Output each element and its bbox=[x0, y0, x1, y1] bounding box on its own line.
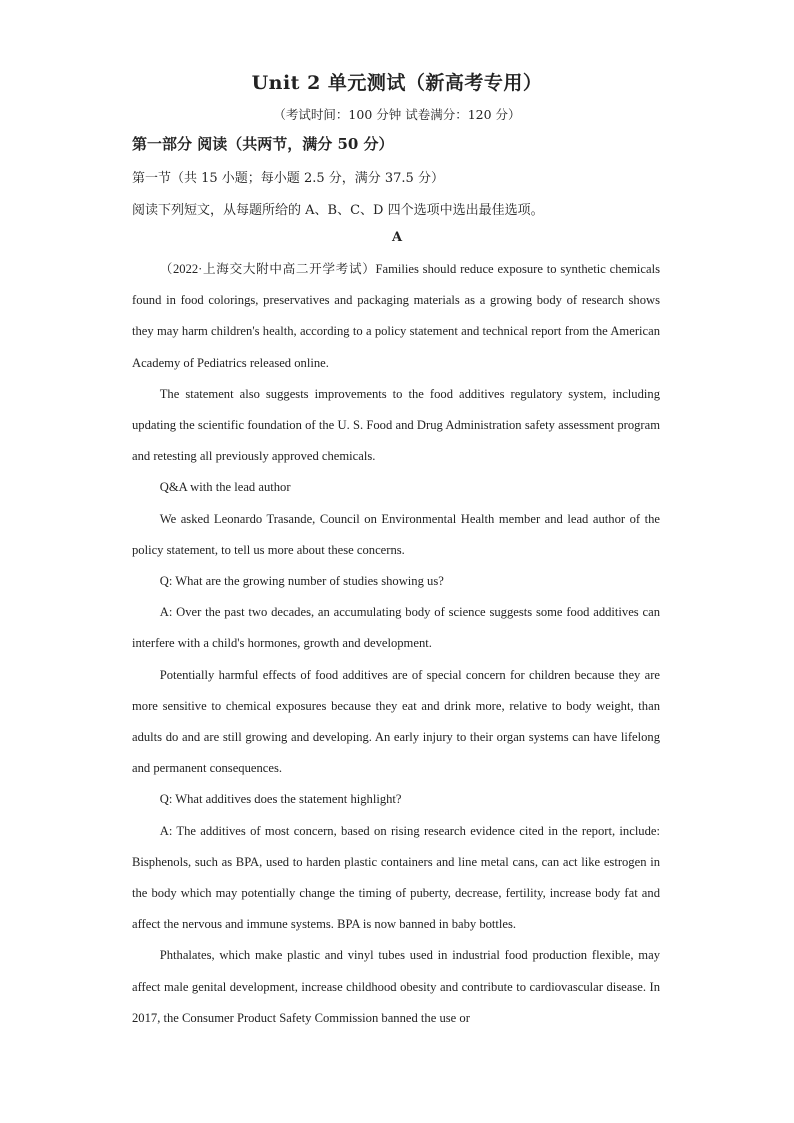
instruction-line: 阅读下列短文，从每题所给的 A、B、C、D 四个选项中选出最佳选项。 bbox=[132, 203, 544, 218]
paragraph: （2022·上海交大附中高二开学考试）Families should reduce exposure to synthetic chemicals found in food colorings, preservatives and packaging materials as a growing body of research shows they may harm children's health, according to a policy statement and technical report from the American Academy of Pediatrics released online. bbox=[132, 262, 660, 370]
exam-info: （考试时间：100 分钟 试卷满分：120 分） bbox=[273, 107, 521, 122]
paragraph: Q: What additives does the statement highlight? bbox=[159, 792, 402, 807]
paragraph: A: The additives of most concern, based on rising research evidence cited in the report, include: Bisphenols, such as BPA, used to harden plastic containers and line metal cans, can act like estrogen in the body which may potentially change the timing of puberty, decrease, fertility, increase body fat and affect the nervous and immune systems. BPA is now banned in baby bottles. bbox=[132, 823, 660, 932]
passage-body bbox=[132, 254, 660, 1034]
part-heading: 第一部分 阅读（共两节，满分 50 分） bbox=[132, 135, 394, 153]
paragraph: We asked Leonardo Trasande, Council on Environmental Health member and lead author of the policy statement, to tell us more about these concerns. bbox=[132, 511, 660, 557]
paragraph: A: Over the past two decades, an accumulating body of science suggests some food additives can interfere with a child's hormones, growth and development. bbox=[132, 605, 660, 651]
paragraph: The statement also suggests improvements to the food additives regulatory system, including updating the scientific foundation of the U. S. Food and Drug Administration safety assessment program and retesting all previously approved chemicals. bbox=[132, 386, 660, 464]
paragraph: Potentially harmful effects of food additives are of special concern for children because they are more sensitive to chemical exposures because they eat and drink more, relative to body weight, than adults do and are still growing and developing. An early injury to their organ systems can have lifelong and permanent consequences. bbox=[132, 667, 660, 776]
page-title: Unit 2 单元测试（新高考专用） bbox=[251, 72, 543, 94]
passage-letter: A bbox=[391, 230, 403, 245]
paragraph: Q: What are the growing number of studies showing us? bbox=[159, 574, 444, 589]
paragraph: Phthalates, which make plastic and vinyl tubes used in industrial food production flexible, may affect male genital development, increase childhood obesity and contribute to cardiovascular disease. In 2017, the Consumer Product Safety Commission banned the use or bbox=[132, 948, 660, 1025]
section-line: 第一节（共 15 小题；每小题 2.5 分，满分 37.5 分） bbox=[132, 171, 444, 186]
paragraph: Q&A with the lead author bbox=[159, 480, 291, 495]
